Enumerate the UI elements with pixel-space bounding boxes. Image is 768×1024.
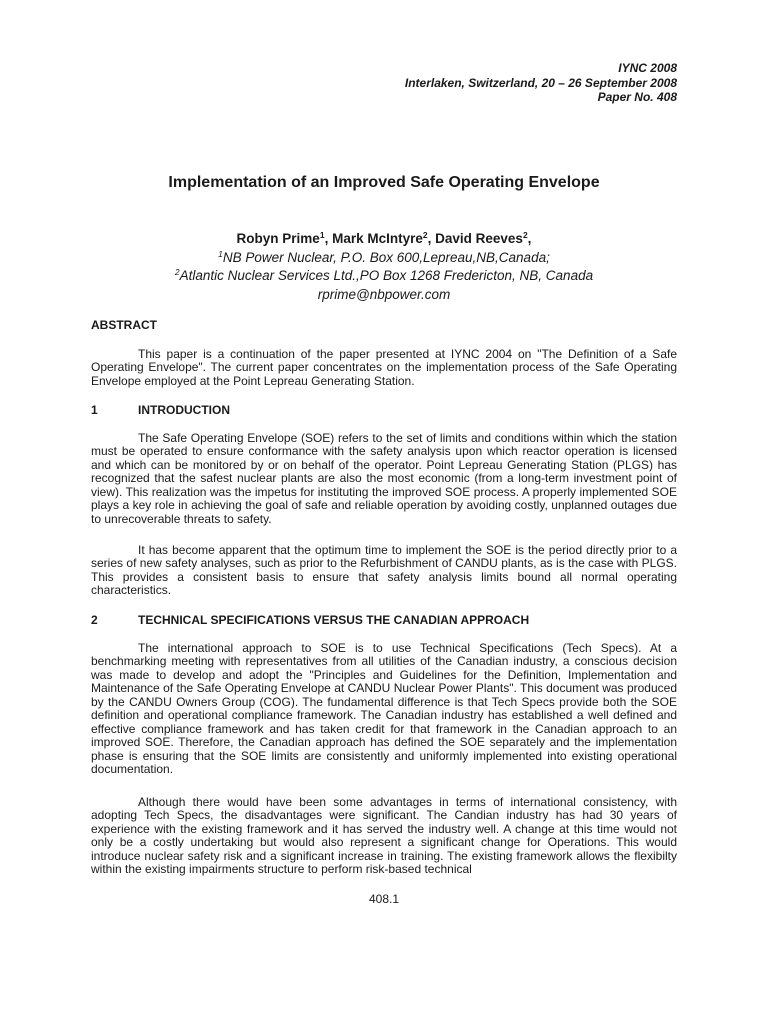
affiliation-marker: 1 [218, 248, 223, 259]
section-2-paragraph-1 [91, 642, 677, 777]
section-title: INTRODUCTION [138, 403, 230, 417]
conference-location-dates: Interlaken, Switzerland, 20 – 26 September 2008 [404, 75, 677, 90]
author-separator: , [527, 231, 532, 246]
contact-email: rprime@nbpower.com [317, 286, 451, 302]
section-1-heading [91, 403, 677, 417]
author-name: Mark McIntyre [332, 231, 423, 246]
author-affiliation-marker: 1 [319, 230, 325, 240]
conference-name: IYNC 2008 [618, 61, 677, 75]
abstract-paragraph: This paper is a continuation of the paper presented at IYNC 2004 on "The Definition of a Safe Operating Envelope". The current paper concentrates on the implementation process of the Safe Operating Envelope employed at the Point Lepreau Generating Station. [91, 347, 677, 388]
section-title: TECHNICAL SPECIFICATIONS VERSUS THE CANADIAN APPROACH [138, 613, 530, 627]
body-paragraph: The international approach to SOE is to use Technical Specifications (Tech Specs). At a benchmarking meeting with representatives from all utilities of the Canadian industry, a conscious decision was made to develop and adopt the "Principles and Guidelines for the Definition, Implementation and Maintenance of the Safe Operating Envelope at CANDU Nuclear Power Plants". This document was produced by the CANDU Owners Group (COG). The fundamental difference is that Tech Specs provide both the SOE definition and operational compliance framework. The Canadian industry has established a well defined and effective compliance framework and has taken credit for that framework in the Canadian approach to an improved SOE. Therefore, the Canadian approach has defined the SOE separately and the implementation phase is ensuring that the SOE limits are consistently and uniformly implemented into existing operational documentation. [91, 641, 677, 777]
body-paragraph: The Safe Operating Envelope (SOE) refers to the set of limits and conditions within which the station must be operated to ensure conformance with the safety analysis upon which reactor operation is licensed and which can be monitored by or on behalf of the operator. Point Lepreau Generating Station (PLGS) has recognized that the safest nuclear plants are also the most economic (from a long-term investment point of view). This realization was the impetus for instituting the improved SOE process. A properly implemented SOE plays a key role in achieving the goal of safe and reliable operation by avoiding costly, unplanned outages due to unrecoverable threats to safety. [91, 431, 677, 526]
section-1-heading-block [91, 403, 677, 417]
author-affiliation-marker: 2 [422, 230, 428, 240]
body-paragraph: Although there would have been some advantages in terms of international consistency, with adopting Tech Specs, the disadvantages were significant. The Candian industry has had 30 years of experience with the existing framework and it has served the industry well. A change at this time would not only be a costly undertaking but would also represent a significant change for Operations. This would introduce nuclear safety risk and a significant increase in training. The existing framework allows the flexibilty within the existing impairments structure to perform risk-based technical [91, 795, 677, 877]
author-list [0, 230, 768, 249]
author-name: David Reeves [435, 231, 523, 246]
page-number: 408.1 [368, 892, 400, 906]
affiliation-2 [0, 267, 768, 286]
abstract-heading: ABSTRACT [91, 318, 157, 332]
author-name: Robyn Prime [236, 231, 320, 246]
abstract-heading-block [91, 318, 677, 332]
affiliation-text: Atlantic Nuclear Services Ltd.,PO Box 1268 Fredericton, NB, Canada [179, 268, 594, 283]
author-block [0, 230, 768, 304]
conference-header [405, 61, 677, 105]
section-number: 2 [91, 613, 98, 627]
affiliation-1 [0, 249, 768, 268]
section-1-paragraph-2 [91, 544, 677, 598]
author-affiliation-marker: 2 [522, 230, 528, 240]
section-2-heading [91, 613, 677, 627]
section-1-paragraph-1 [91, 432, 677, 526]
author-separator: , [324, 231, 333, 246]
affiliation-text: NB Power Nuclear, P.O. Box 600,Lepreau,NB,Canada; [222, 249, 550, 265]
affiliation-marker: 2 [174, 267, 180, 277]
body-paragraph: It has become apparent that the optimum time to implement the SOE is the period directly prior to a series of new safety analyses, such as prior to the Refurbishment of CANDU plants, as is the case with PLGS. This provides a consistent basis to ensure that safety analysis limits bound all normal operating characteristics. [91, 543, 677, 598]
paper-number: Paper No. 408 [597, 90, 677, 104]
abstract-section [91, 348, 677, 388]
author-separator: , [427, 231, 436, 246]
section-number: 1 [91, 403, 98, 417]
section-2-heading-block [91, 613, 677, 627]
paper-title: Implementation of an Improved Safe Operating Envelope [168, 174, 600, 191]
section-2-paragraph-2 [91, 796, 677, 877]
